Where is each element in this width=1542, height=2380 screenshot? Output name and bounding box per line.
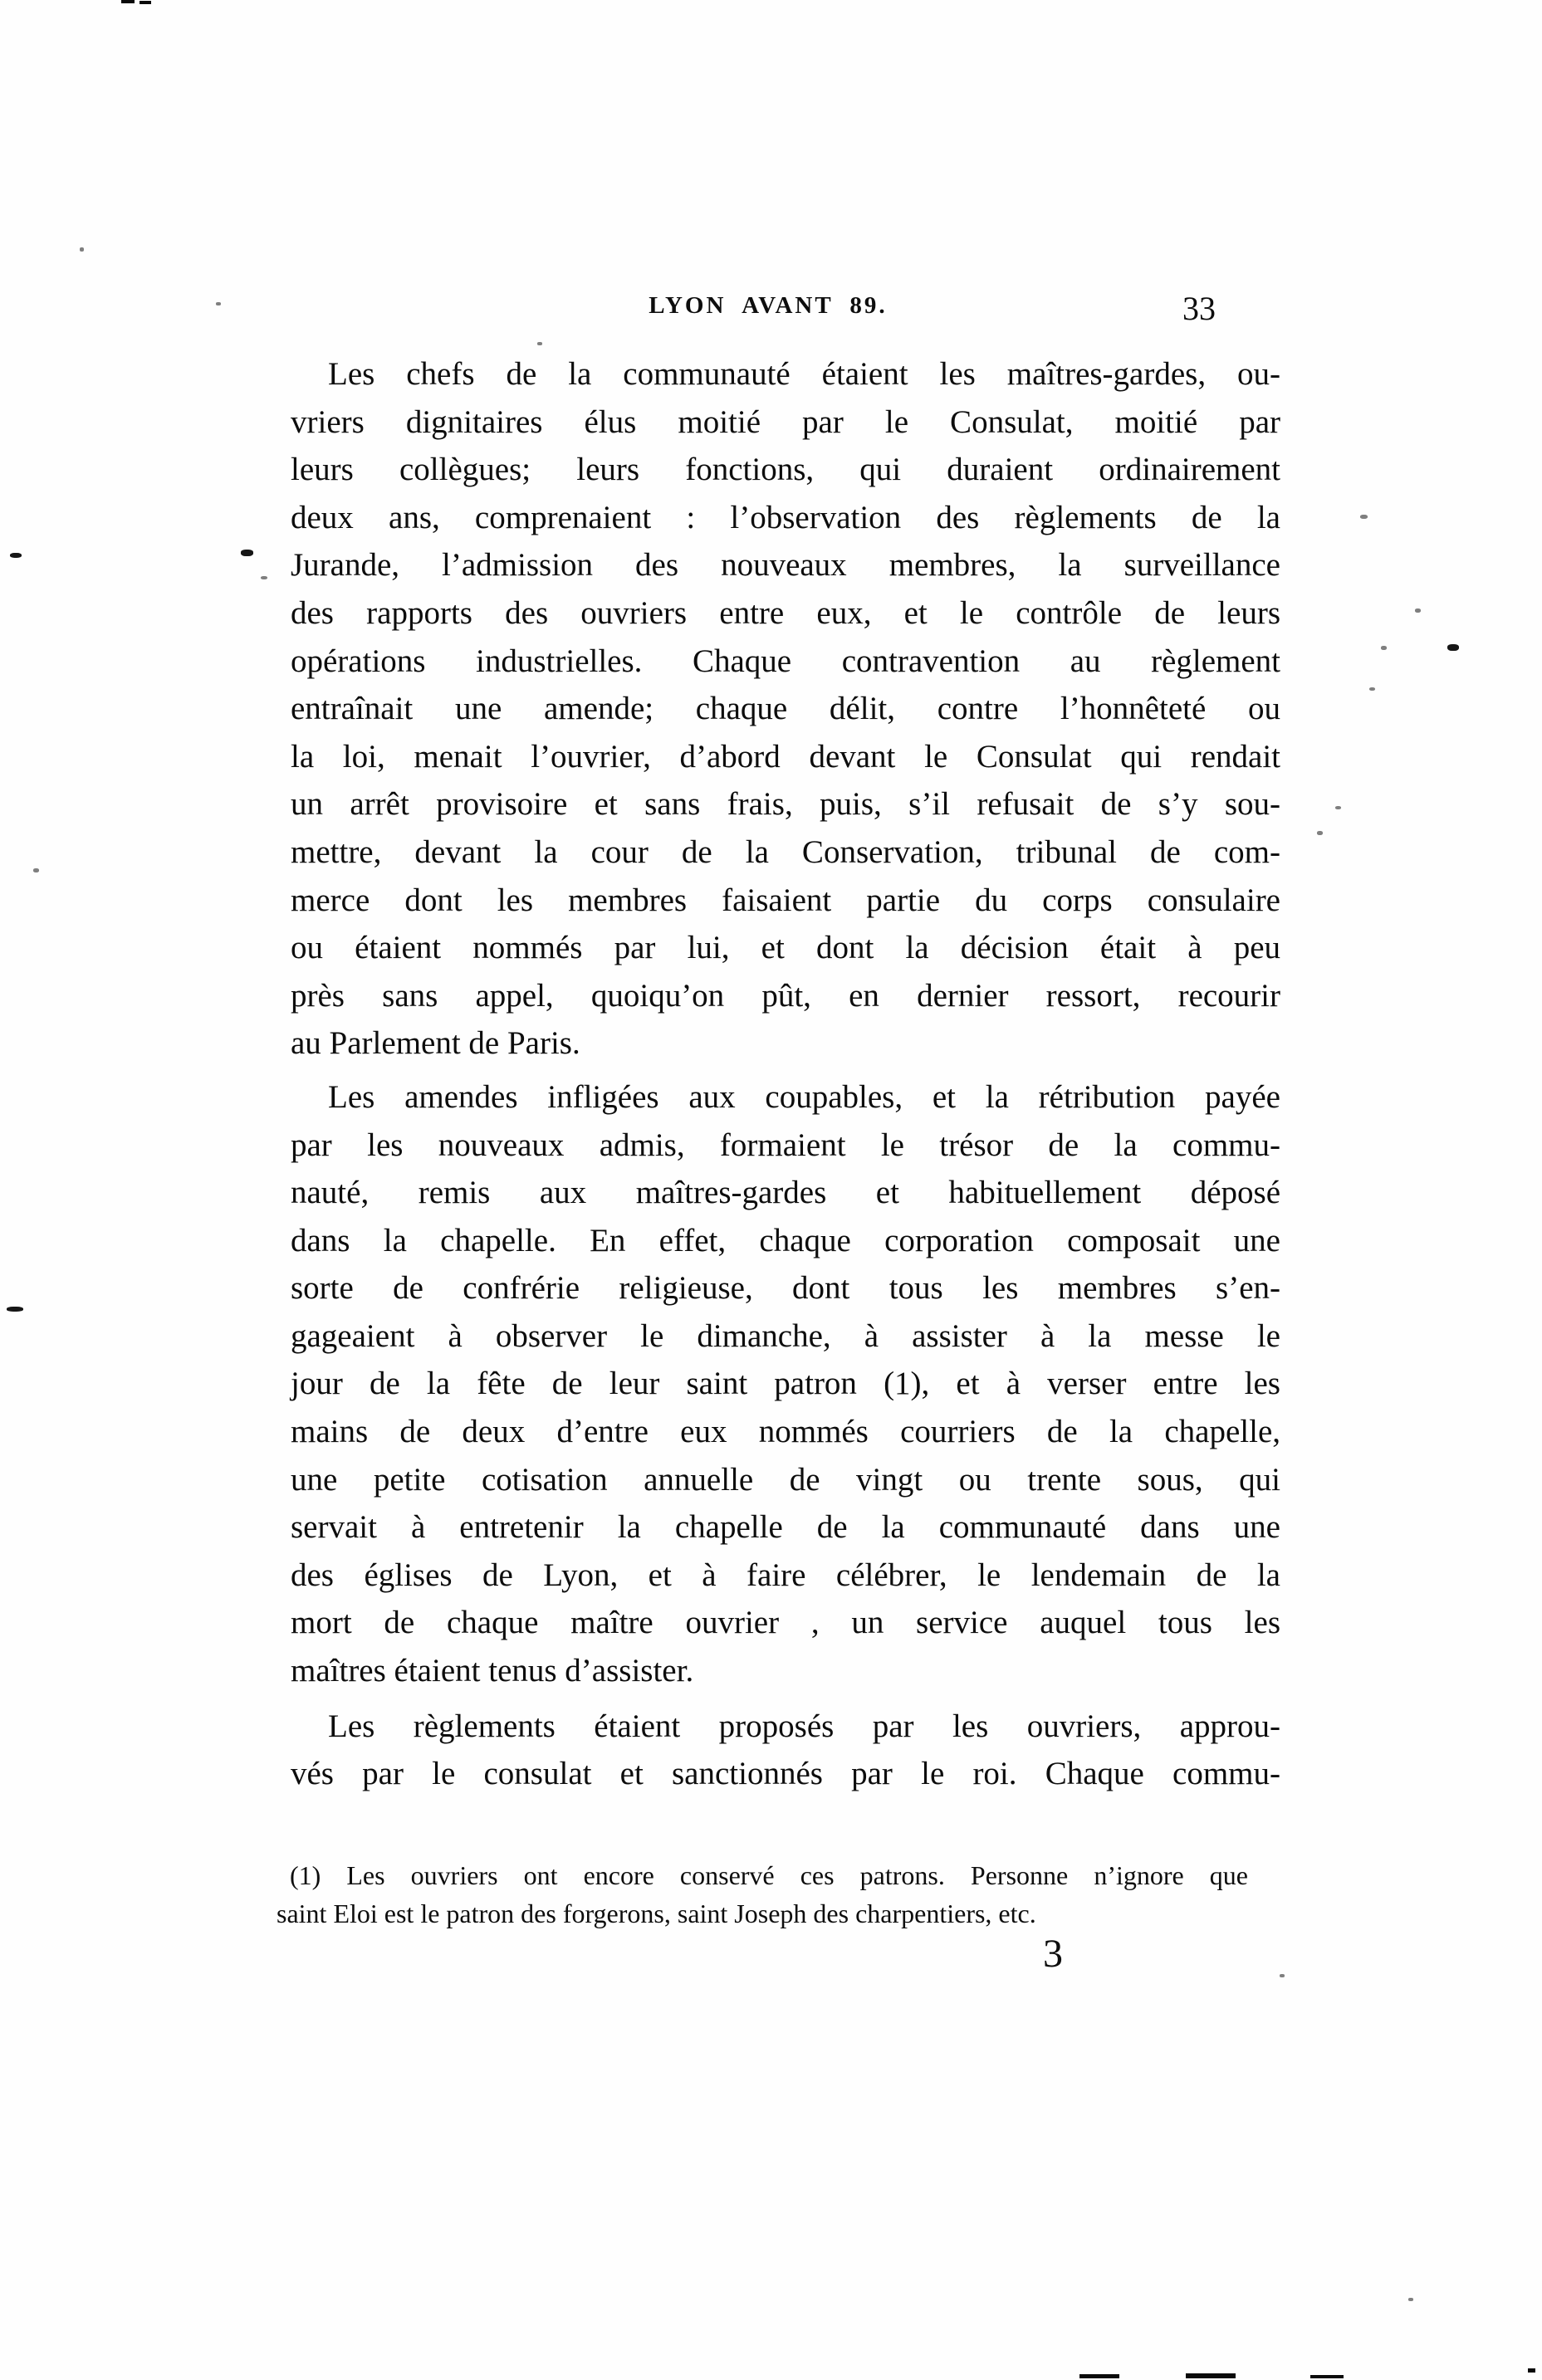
scan-speck (537, 342, 542, 345)
scan-speck (261, 576, 267, 579)
scan-speck (80, 247, 84, 252)
scan-speck (1415, 608, 1421, 613)
text-line: Les amendes infligées aux coupables, et la rétribution payée (328, 1078, 1280, 1115)
running-title: LYON AVANT 89. (649, 292, 888, 319)
text-line: un arrêt provisoire et sans frais, puis, s’il refusait de s’y sou- (291, 786, 1280, 823)
text-line: deux ans, comprenaient : l’observation des règlements de la (291, 499, 1280, 535)
text-line: des rapports des ouvriers entre eux, et le contrôle de leurs (291, 594, 1280, 631)
text-line: leurs collègues; leurs fonctions, qui duraient ordinairement (291, 452, 1280, 488)
scan-artifact (140, 1, 151, 4)
text-line: mort de chaque maître ouvrier , un service auquel tous les (291, 1605, 1280, 1641)
text-line: vés par le consulat et sanctionnés par le roi. Chaque commu- (291, 1756, 1280, 1792)
text-line: dans la chapelle. En effet, chaque corporation composait une (291, 1222, 1280, 1258)
scan-artifact (1079, 2374, 1119, 2378)
scan-speck (216, 302, 221, 305)
text-line: au Parlement de Paris. (291, 1025, 580, 1062)
text-line: nauté, remis aux maîtres-gardes et habituellement déposé (291, 1175, 1280, 1211)
scan-speck (1335, 806, 1341, 809)
scan-artifact (1186, 2373, 1236, 2378)
text-line: mettre, devant la cour de la Conservation, tribunal de com- (291, 833, 1280, 870)
scan-speck (7, 1307, 23, 1312)
scan-speck (1280, 1974, 1285, 1977)
scan-speck (1360, 515, 1368, 519)
scan-speck (1408, 2298, 1413, 2301)
text-line: par les nouveaux admis, formaient le trésor de la commu- (291, 1126, 1280, 1163)
page-number: 33 (1182, 290, 1216, 327)
paragraph (291, 1073, 1280, 1695)
body-text (291, 350, 1280, 1798)
scan-speck (1447, 644, 1459, 651)
text-line: vriers dignitaires élus moitié par le Consulat, moitié par (291, 403, 1280, 440)
scan-speck (10, 553, 22, 558)
scan-speck (1381, 646, 1387, 650)
scan-artifact (1310, 2375, 1344, 2378)
text-line: près sans appel, quoiqu’on pût, en dernier ressort, recourir (291, 977, 1280, 1014)
paragraph (291, 1703, 1280, 1798)
footnote (277, 1856, 1248, 1933)
text-line: maîtres étaient tenus d’assister. (291, 1653, 694, 1689)
scan-artifact (121, 0, 135, 3)
text-line: merce dont les membres faisaient partie du corps consulaire (291, 882, 1280, 918)
text-line: une petite cotisation annuelle de vingt ou trente sous, qui (291, 1461, 1280, 1498)
scan-speck (241, 550, 253, 556)
paragraph (291, 350, 1280, 1068)
text-line: jour de la fête de leur saint patron (1), et à verser entre les (291, 1366, 1280, 1402)
signature-mark: 3 (1043, 1932, 1063, 1976)
text-line: la loi, menait l’ouvrier, d’abord devant le Consulat qui rendait (291, 738, 1280, 775)
text-line: ou étaient nommés par lui, et dont la décision était à peu (291, 930, 1280, 966)
text-line: opérations industrielles. Chaque contravention au règlement (291, 643, 1280, 679)
scan-speck (33, 868, 39, 872)
scan-artifact (1528, 2368, 1535, 2373)
scan-speck (1369, 687, 1375, 691)
text-line: Les règlements étaient proposés par les ouvriers, approu- (328, 1708, 1280, 1744)
text-line: Jurande, l’admission des nouveaux membres, la surveillance (291, 547, 1280, 584)
text-line: mains de deux d’entre eux nommés courriers de la chapelle, (291, 1414, 1280, 1450)
scan-speck (1317, 831, 1323, 835)
text-line: servait à entretenir la chapelle de la communauté dans une (291, 1509, 1280, 1546)
text-line: des églises de Lyon, et à faire célébrer, le lendemain de la (291, 1557, 1280, 1593)
text-line: (1) Les ouvriers ont encore conservé ces patrons. Personne n’ignore que (290, 1860, 1248, 1890)
text-line: gageaient à observer le dimanche, à assister à la messe le (291, 1317, 1280, 1354)
text-line: Les chefs de la communauté étaient les maîtres-gardes, ou- (328, 356, 1280, 392)
text-line: entraînait une amende; chaque délit, contre l’honnêteté ou (291, 691, 1280, 727)
text-line: saint Eloi est le patron des forgerons, saint Joseph des charpentiers, etc. (277, 1899, 1036, 1928)
text-line: sorte de confrérie religieuse, dont tous les membres s’en- (291, 1270, 1280, 1307)
